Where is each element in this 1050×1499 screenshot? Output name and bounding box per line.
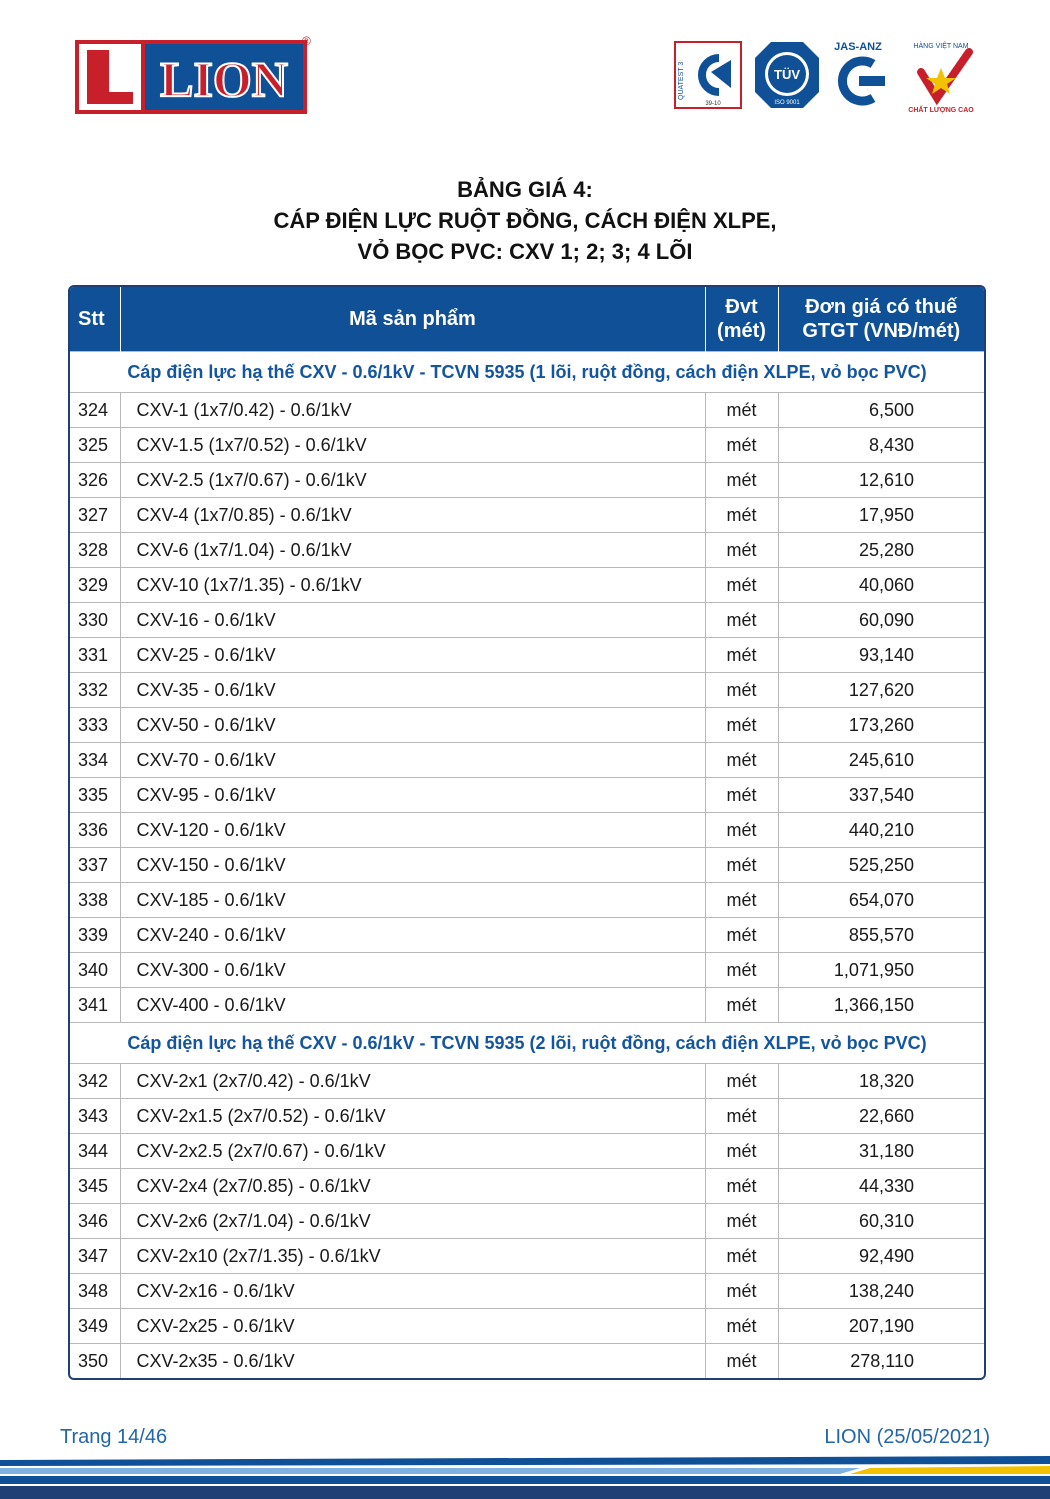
table-body — [70, 352, 984, 1379]
footer-stripes — [0, 1454, 1050, 1499]
row-unit: mét — [705, 1134, 778, 1169]
table-row — [70, 428, 984, 463]
row-unit: mét — [705, 463, 778, 498]
row-unit: mét — [705, 1309, 778, 1344]
row-product-name: CXV-240 - 0.6/1kV — [120, 918, 705, 953]
row-product-name: CXV-10 (1x7/1.35) - 0.6/1kV — [120, 568, 705, 603]
row-stt: 347 — [70, 1239, 120, 1274]
row-product-name: CXV-2x2.5 (2x7/0.67) - 0.6/1kV — [120, 1134, 705, 1169]
svg-text:TÜV: TÜV — [774, 67, 800, 82]
row-price: 1,071,950 — [778, 953, 984, 988]
price-table — [68, 285, 986, 1380]
row-stt: 336 — [70, 813, 120, 848]
table-row — [70, 743, 984, 778]
row-unit: mét — [705, 603, 778, 638]
row-stt: 342 — [70, 1064, 120, 1099]
table-header-row — [70, 287, 984, 352]
row-stt: 330 — [70, 603, 120, 638]
certification-logos — [673, 38, 975, 114]
table-row — [70, 1309, 984, 1344]
row-stt: 343 — [70, 1099, 120, 1134]
row-price: 40,060 — [778, 568, 984, 603]
registered-mark: ® — [302, 34, 311, 48]
row-unit: mét — [705, 778, 778, 813]
row-price: 18,320 — [778, 1064, 984, 1099]
row-stt: 341 — [70, 988, 120, 1023]
header-unit — [705, 287, 778, 352]
table-row — [70, 533, 984, 568]
row-unit: mét — [705, 708, 778, 743]
row-unit: mét — [705, 638, 778, 673]
section-title: Cáp điện lực hạ thế CXV - 0.6/1kV - TCVN 5935 (2 lõi, ruột đồng, cách điện XLPE, vỏ bọc PVC) — [70, 1023, 984, 1064]
row-stt: 333 — [70, 708, 120, 743]
table-row — [70, 918, 984, 953]
section-header-row — [70, 1023, 984, 1064]
svg-text:JAS-ANZ: JAS-ANZ — [834, 41, 882, 53]
row-product-name: CXV-2x1 (2x7/0.42) - 0.6/1kV — [120, 1064, 705, 1099]
row-price: 8,430 — [778, 428, 984, 463]
header-product: Mã sản phẩm — [120, 287, 705, 352]
table-row — [70, 463, 984, 498]
row-price: 440,210 — [778, 813, 984, 848]
row-price: 92,490 — [778, 1239, 984, 1274]
table-row — [70, 1204, 984, 1239]
row-unit: mét — [705, 393, 778, 428]
row-price: 127,620 — [778, 673, 984, 708]
row-stt: 350 — [70, 1344, 120, 1379]
header-unit-line1: Đvt — [725, 296, 758, 318]
row-stt: 335 — [70, 778, 120, 813]
row-price: 31,180 — [778, 1134, 984, 1169]
row-stt: 332 — [70, 673, 120, 708]
row-price: 245,610 — [778, 743, 984, 778]
row-price: 44,330 — [778, 1169, 984, 1204]
row-unit: mét — [705, 428, 778, 463]
row-unit: mét — [705, 1169, 778, 1204]
row-unit: mét — [705, 988, 778, 1023]
row-product-name: CXV-2x4 (2x7/0.85) - 0.6/1kV — [120, 1169, 705, 1204]
row-unit: mét — [705, 883, 778, 918]
row-stt: 346 — [70, 1204, 120, 1239]
row-stt: 344 — [70, 1134, 120, 1169]
row-product-name: CXV-2.5 (1x7/0.67) - 0.6/1kV — [120, 463, 705, 498]
row-unit: mét — [705, 813, 778, 848]
table-row — [70, 1169, 984, 1204]
row-product-name: CXV-16 - 0.6/1kV — [120, 603, 705, 638]
row-unit: mét — [705, 848, 778, 883]
table-row — [70, 1239, 984, 1274]
row-stt: 334 — [70, 743, 120, 778]
row-unit: mét — [705, 1344, 778, 1379]
row-product-name: CXV-300 - 0.6/1kV — [120, 953, 705, 988]
table-row — [70, 1344, 984, 1379]
header-price — [778, 287, 984, 352]
row-unit: mét — [705, 673, 778, 708]
row-price: 207,190 — [778, 1309, 984, 1344]
row-stt: 329 — [70, 568, 120, 603]
brand-date: LION (25/05/2021) — [824, 1426, 990, 1448]
row-product-name: CXV-35 - 0.6/1kV — [120, 673, 705, 708]
row-price: 654,070 — [778, 883, 984, 918]
section-header-row — [70, 352, 984, 393]
row-stt: 340 — [70, 953, 120, 988]
row-product-name: CXV-2x6 (2x7/1.04) - 0.6/1kV — [120, 1204, 705, 1239]
row-product-name: CXV-50 - 0.6/1kV — [120, 708, 705, 743]
row-price: 17,950 — [778, 498, 984, 533]
svg-text:CHẤT LƯỢNG CAO: CHẤT LƯỢNG CAO — [908, 107, 974, 114]
page-number: Trang 14/46 — [60, 1426, 168, 1448]
jas-anz-logo — [834, 41, 885, 101]
row-product-name: CXV-2x25 - 0.6/1kV — [120, 1309, 705, 1344]
svg-text:HÀNG VIỆT NAM: HÀNG VIỆT NAM — [913, 43, 969, 50]
row-product-name: CXV-2x10 (2x7/1.35) - 0.6/1kV — [120, 1239, 705, 1274]
row-price: 173,260 — [778, 708, 984, 743]
table-row — [70, 778, 984, 813]
row-price: 337,540 — [778, 778, 984, 813]
row-product-name: CXV-1.5 (1x7/0.52) - 0.6/1kV — [120, 428, 705, 463]
row-price: 22,660 — [778, 1099, 984, 1134]
row-stt: 349 — [70, 1309, 120, 1344]
table-row — [70, 393, 984, 428]
table-row — [70, 708, 984, 743]
header-price-line2: GTGT (VNĐ/mét) — [802, 320, 961, 342]
row-price: 60,090 — [778, 603, 984, 638]
row-stt: 331 — [70, 638, 120, 673]
table-row — [70, 603, 984, 638]
table-row — [70, 883, 984, 918]
svg-text:ISO 9001: ISO 9001 — [774, 100, 800, 106]
row-product-name: CXV-400 - 0.6/1kV — [120, 988, 705, 1023]
row-unit: mét — [705, 568, 778, 603]
row-unit: mét — [705, 533, 778, 568]
row-price: 93,140 — [778, 638, 984, 673]
svg-text:QUATEST 3: QUATEST 3 — [678, 61, 685, 100]
row-unit: mét — [705, 743, 778, 778]
row-product-name: CXV-120 - 0.6/1kV — [120, 813, 705, 848]
table-row — [70, 638, 984, 673]
row-unit: mét — [705, 1099, 778, 1134]
row-stt: 338 — [70, 883, 120, 918]
row-stt: 348 — [70, 1274, 120, 1309]
table-row — [70, 1064, 984, 1099]
row-product-name: CXV-25 - 0.6/1kV — [120, 638, 705, 673]
logo-wordmark: LION — [160, 51, 288, 107]
table-row — [70, 498, 984, 533]
row-unit: mét — [705, 498, 778, 533]
row-price: 25,280 — [778, 533, 984, 568]
row-stt: 325 — [70, 428, 120, 463]
section-title: Cáp điện lực hạ thế CXV - 0.6/1kV - TCVN 5935 (1 lõi, ruột đồng, cách điện XLPE, vỏ bọc PVC) — [70, 352, 984, 393]
header-stt: Stt — [70, 287, 120, 352]
row-unit: mét — [705, 953, 778, 988]
svg-text:39-10: 39-10 — [705, 101, 721, 107]
quatest-logo — [675, 42, 741, 108]
table-title-line-3: VỎ BỌC PVC: CXV 1; 2; 3; 4 LÕI — [357, 239, 693, 264]
row-product-name: CXV-150 - 0.6/1kV — [120, 848, 705, 883]
row-product-name: CXV-95 - 0.6/1kV — [120, 778, 705, 813]
row-product-name: CXV-2x35 - 0.6/1kV — [120, 1344, 705, 1379]
lion-logo — [75, 40, 307, 114]
table-row — [70, 1134, 984, 1169]
row-unit: mét — [705, 1204, 778, 1239]
row-product-name: CXV-1 (1x7/0.42) - 0.6/1kV — [120, 393, 705, 428]
row-stt: 326 — [70, 463, 120, 498]
table-row — [70, 953, 984, 988]
row-unit: mét — [705, 1239, 778, 1274]
row-stt: 328 — [70, 533, 120, 568]
table-row — [70, 848, 984, 883]
table-row — [70, 988, 984, 1023]
table-row — [70, 1099, 984, 1134]
table-row — [70, 813, 984, 848]
row-price: 525,250 — [778, 848, 984, 883]
table-row — [70, 1274, 984, 1309]
row-product-name: CXV-70 - 0.6/1kV — [120, 743, 705, 778]
row-price: 278,110 — [778, 1344, 984, 1379]
row-stt: 337 — [70, 848, 120, 883]
header-price-line1: Đơn giá có thuế — [805, 296, 958, 318]
table-title-line-1: BẢNG GIÁ 4: — [457, 177, 593, 202]
tuv-logo — [755, 42, 819, 108]
table-row — [70, 568, 984, 603]
row-stt: 327 — [70, 498, 120, 533]
row-product-name: CXV-4 (1x7/0.85) - 0.6/1kV — [120, 498, 705, 533]
row-product-name: CXV-2x16 - 0.6/1kV — [120, 1274, 705, 1309]
table-title-line-2: CÁP ĐIỆN LỰC RUỘT ĐỒNG, CÁCH ĐIỆN XLPE, — [273, 208, 777, 233]
row-price: 6,500 — [778, 393, 984, 428]
row-price: 1,366,150 — [778, 988, 984, 1023]
row-price: 138,240 — [778, 1274, 984, 1309]
row-product-name: CXV-2x1.5 (2x7/0.52) - 0.6/1kV — [120, 1099, 705, 1134]
row-unit: mét — [705, 1064, 778, 1099]
row-product-name: CXV-6 (1x7/1.04) - 0.6/1kV — [120, 533, 705, 568]
row-unit: mét — [705, 918, 778, 953]
table-row — [70, 673, 984, 708]
row-product-name: CXV-185 - 0.6/1kV — [120, 883, 705, 918]
row-price: 60,310 — [778, 1204, 984, 1239]
row-stt: 324 — [70, 393, 120, 428]
row-price: 855,570 — [778, 918, 984, 953]
row-price: 12,610 — [778, 463, 984, 498]
row-unit: mét — [705, 1274, 778, 1309]
row-stt: 339 — [70, 918, 120, 953]
hvnclc-logo — [908, 41, 974, 114]
header-unit-line2: (mét) — [717, 320, 766, 342]
row-stt: 345 — [70, 1169, 120, 1204]
